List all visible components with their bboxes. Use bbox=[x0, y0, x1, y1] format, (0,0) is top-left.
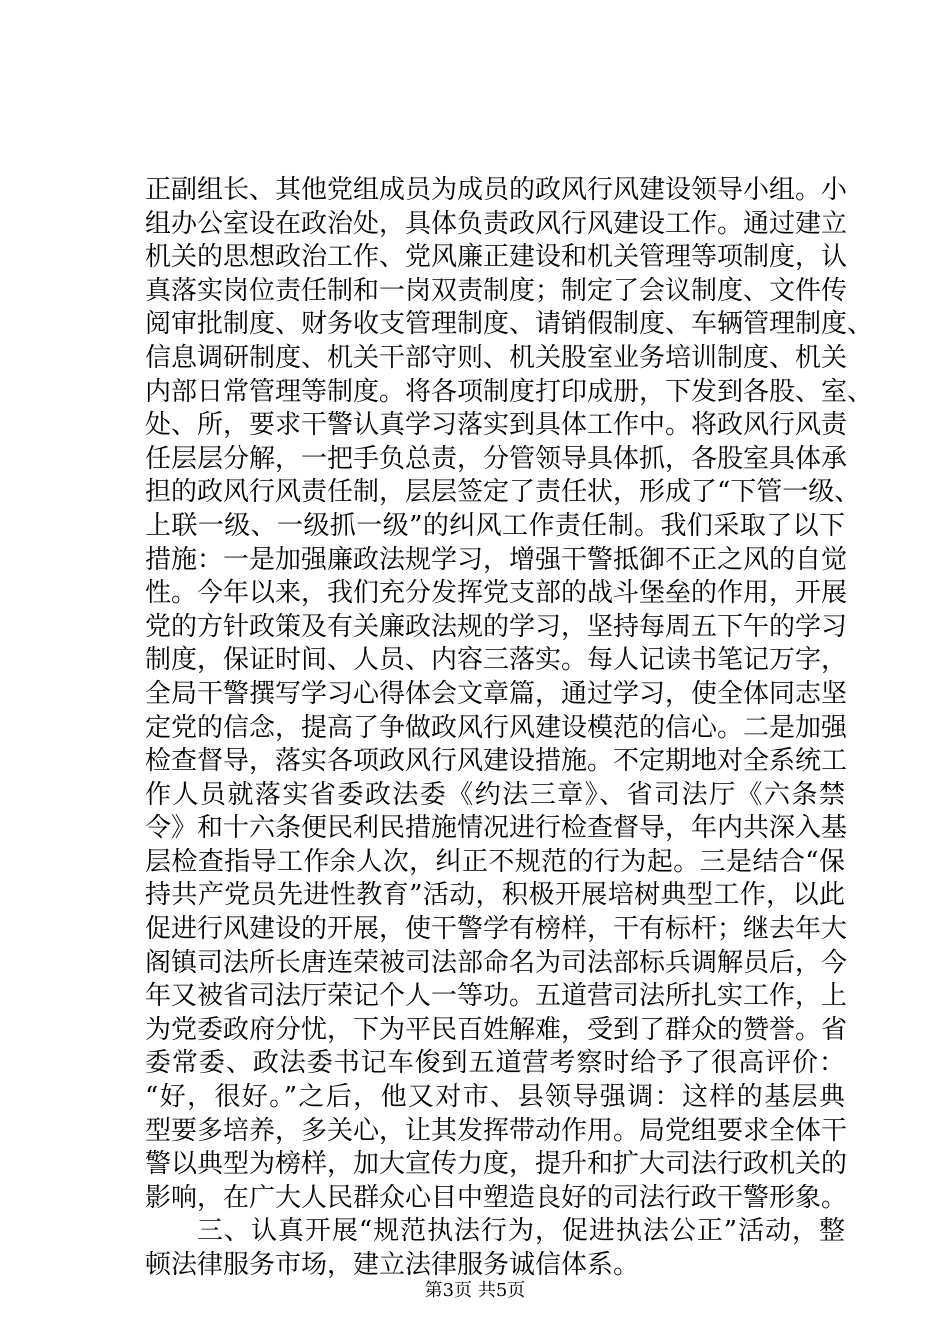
text-line: 党的方针政策及有关廉政法规的学习，坚持每周五下午的学习 bbox=[145, 611, 848, 642]
text-line: 内部日常管理等制度。将各项制度打印成册，下发到各股、室、 bbox=[145, 376, 874, 407]
text-line: 促进行风建设的开展，使干警学有榜样，干有标杆；继去年大 bbox=[145, 914, 848, 945]
text-line: 机关的思想政治工作、党风廉正建设和机关管理等项制度，认 bbox=[145, 242, 848, 273]
text-line: 全局干警撰写学习心得体会文章篇，通过学习，使全体同志坚 bbox=[145, 678, 848, 709]
text-line: 委常委、政法委书记车俊到五道营考察时给予了很高评价： bbox=[145, 1048, 845, 1079]
text-line: 性。今年以来，我们充分发挥党支部的战斗堡垒的作用，开展 bbox=[145, 578, 848, 609]
text-line: 令》和十六条便民利民措施情况进行检查督导，年内共深入基 bbox=[145, 813, 848, 844]
text-line: 担的政风行风责任制，层层签定了责任状，形成了“下管一级、 bbox=[145, 477, 861, 508]
text-line: 信息调研制度、机关干部守则、机关股室业务培训制度、机关 bbox=[145, 342, 848, 373]
text-line: 年又被省司法厅荣记个人一等功。五道营司法所扎实工作，上 bbox=[145, 981, 848, 1012]
text-line: 措施：一是加强廉政法规学习，增强干警抵御不正之风的自觉 bbox=[145, 544, 848, 575]
text-line: 影响，在广大人民群众心目中塑造良好的司法行政干警形象。 bbox=[145, 1182, 848, 1213]
text-line: 三、认真开展“规范执法行为，促进执法公正”活动，整 bbox=[197, 1216, 845, 1247]
text-line: 上联一级、一级抓一级”的纠风工作责任制。我们采取了以下 bbox=[145, 510, 845, 541]
text-line: 顿法律服务市场，建立法律服务诚信体系。 bbox=[145, 1250, 640, 1280]
text-line: 作人员就落实省委政法委《约法三章》、省司法厅《六条禁 bbox=[145, 779, 845, 810]
text-line: 制度，保证时间、人员、内容三落实。每人记读书笔记万字， bbox=[145, 645, 848, 676]
text-line: 正副组长、其他党组成员为成员的政风行风建设领导小组。小 bbox=[145, 175, 848, 205]
text-line: 阁镇司法所长唐连荣被司法部命名为司法部标兵调解员后，今 bbox=[145, 947, 848, 978]
text-line: 任层层分解，一把手负总责，分管领导具体抓，各股室具体承 bbox=[145, 443, 848, 474]
text-line: 为党委政府分忧，下为平民百姓解难，受到了群众的赞誉。省 bbox=[145, 1014, 848, 1045]
text-line: 组办公室设在政治处，具体负责政风行风建设工作。通过建立 bbox=[145, 208, 848, 239]
text-line: 处、所，要求干警认真学习落实到具体工作中。将政风行风责 bbox=[145, 410, 848, 441]
text-line: “好，很好。”之后，他又对市、县领导强调：这样的基层典 bbox=[145, 1082, 845, 1113]
text-line: 阅审批制度、财务收支管理制度、请销假制度、车辆管理制度、 bbox=[145, 309, 874, 340]
text-line: 型要多培养，多关心，让其发挥带动作用。局党组要求全体干 bbox=[145, 1115, 848, 1146]
page-number-footer: 第3页 共5页 bbox=[424, 1280, 526, 1301]
text-line: 真落实岗位责任制和一岗双责制度；制定了会议制度、文件传 bbox=[145, 275, 848, 306]
text-line: 检查督导，落实各项政风行风建设措施。不定期地对全系统工 bbox=[145, 746, 848, 777]
text-line: 持共产党员先进性教育”活动，积极开展培树典型工作，以此 bbox=[145, 880, 845, 911]
body-text bbox=[145, 174, 874, 1283]
text-line: 层检查指导工作余人次，纠正不规范的行为起。三是结合“保 bbox=[145, 846, 845, 877]
text-line: 定党的信念，提高了争做政风行风建设模范的信心。二是加强 bbox=[145, 712, 848, 743]
text-line: 警以典型为榜样，加大宣传力度，提升和扩大司法行政机关的 bbox=[145, 1149, 848, 1180]
